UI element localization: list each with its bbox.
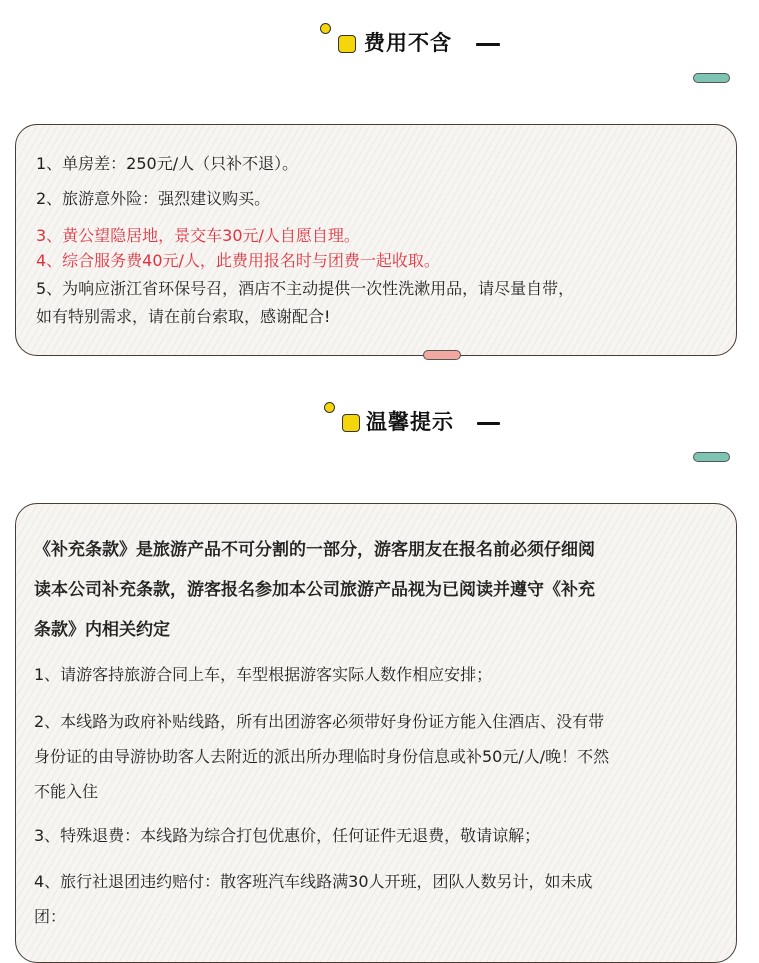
list-item: 1、请游客持旅游合同上车，车型根据游客实际人数作相应安排； xyxy=(34,665,493,684)
list-item: 2、本线路为政府补贴线路，所有出团游客必须带好身份证方能入住酒店、没有带 xyxy=(34,712,605,731)
list-item: 2、旅游意外险：强烈建议购买。 xyxy=(36,189,271,208)
list-item-highlight: 4、综合服务费40元/人，此费用报名时与团费一起收取。 xyxy=(36,251,440,270)
list-item: 3、特殊退费：本线路为综合打包优惠价，任何证件无退费，敬请谅解； xyxy=(34,826,541,845)
title-marker-icon xyxy=(342,414,360,432)
list-item-continuation: 团： xyxy=(34,907,67,926)
title-marker-icon xyxy=(338,35,356,53)
fees-excluded-card xyxy=(15,124,737,356)
decor-dot-icon xyxy=(320,23,331,34)
decor-pill-pink xyxy=(423,350,461,360)
tips-card xyxy=(15,503,737,963)
title-dash xyxy=(476,43,500,46)
list-item-highlight: 3、黄公望隐居地，景交车30元/人自愿自理。 xyxy=(36,226,360,245)
list-item-continuation: 不能入住 xyxy=(34,782,99,801)
terms-intro: 读本公司补充条款，游客报名参加本公司旅游产品视为已阅读并遵守《补充 xyxy=(34,580,595,600)
decor-pill-teal xyxy=(693,452,730,462)
section-title-tips: 温馨提示 xyxy=(366,410,454,434)
decor-dot-icon xyxy=(324,402,335,413)
terms-intro: 条款》内相关约定 xyxy=(34,620,170,640)
list-item: 5、为响应浙江省环保号召，酒店不主动提供一次性洗漱用品，请尽量自带， xyxy=(36,279,575,298)
title-dash xyxy=(477,422,500,425)
list-item-continuation: 身份证的由导游协助客人去附近的派出所办理临时身份信息或补50元/人/晚！不然 xyxy=(34,747,610,766)
list-item-continuation: 如有特别需求，请在前台索取，感谢配合! xyxy=(36,307,331,326)
list-item: 4、旅行社退团违约赔付：散客班汽车线路满30人开班，团队人数另计，如未成 xyxy=(34,872,593,891)
list-item: 1、单房差：250元/人（只补不退）。 xyxy=(36,154,299,173)
decor-pill-teal xyxy=(693,73,730,83)
terms-intro: 《补充条款》是旅游产品不可分割的一部分，游客朋友在报名前必须仔细阅 xyxy=(34,540,595,560)
section-title-fees-excluded: 费用不含 xyxy=(364,31,452,55)
